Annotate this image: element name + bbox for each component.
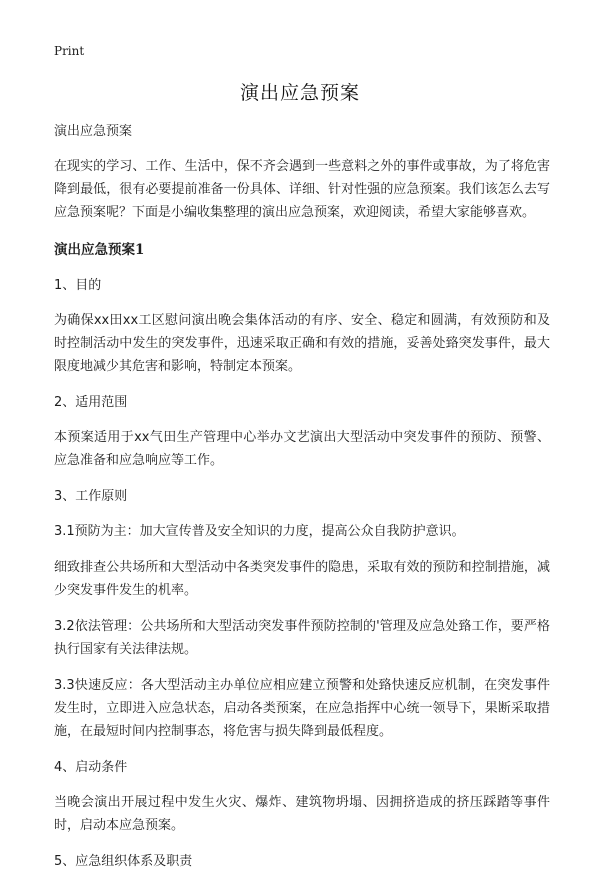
document-title: 演出应急预案	[239, 82, 360, 104]
section-3-2: 3.2依法管理：公共场所和大型活动突发事件预防控制的'管理及应急处臵工作，要严格执行国家有关法律法规。	[54, 618, 550, 657]
plan-heading: 演出应急预案1	[54, 241, 145, 258]
section-3-1-detail: 细致排查公共场所和大型活动中各类突发事件的隐患，采取有效的预防和控制措施，减少突发事件发生的机率。	[54, 559, 550, 598]
section-5-title: 5、应急组织体系及职责	[54, 853, 193, 869]
section-1-title: 1、目的	[54, 277, 102, 293]
section-2-title: 2、适用范围	[54, 394, 128, 410]
section-3-1: 3.1预防为主：加大宣传普及安全知识的力度，提高公众自我防护意识。	[54, 523, 465, 539]
section-4-title: 4、启动条件	[54, 759, 128, 775]
print-label: Print	[54, 44, 85, 58]
section-4-text: 当晚会演出开展过程中发生火灾、爆炸、建筑物坍塌、因拥挤造成的挤压踩踏等事件时，启动本应急预案。	[54, 794, 550, 833]
section-2-text: 本预案适用于xx气田生产管理中心举办文艺演出大型活动中突发事件的预防、预警、应急准备和应急响应等工作。	[54, 429, 550, 468]
section-3-title: 3、工作原则	[54, 488, 128, 504]
document-body	[54, 120, 550, 885]
section-1-text: 为确保xx田xx工区慰问演出晚会集体活动的有序、安全、稳定和圆满，有效预防和及时控制活动中发生的突发事件，迅速采取正确和有效的措施，妥善处臵突发事件，最大限度地减少其危害和影响，特制定本预案。	[54, 312, 550, 374]
section-3-3: 3.3快速反应：各大型活动主办单位应相应建立预警和处臵快速反应机制，在突发事件发生时，立即进入应急状态，启动各类预案，在应急指挥中心统一领导下，果断采取措施，在最短时间内控制事态，将危害与损失降到最低程度。	[54, 677, 550, 739]
intro-paragraph: 在现实的学习、工作、生活中，保不齐会遇到一些意料之外的事件或事故，为了将危害降到最低，很有必要提前准备一份具体、详细、针对性强的应急预案。我们该怎么去写应急预案呢？下面是小编收集整理的演出应急预案，欢迎阅读，希望大家能够喜欢。	[54, 159, 550, 220]
subtitle: 演出应急预案	[54, 124, 133, 139]
